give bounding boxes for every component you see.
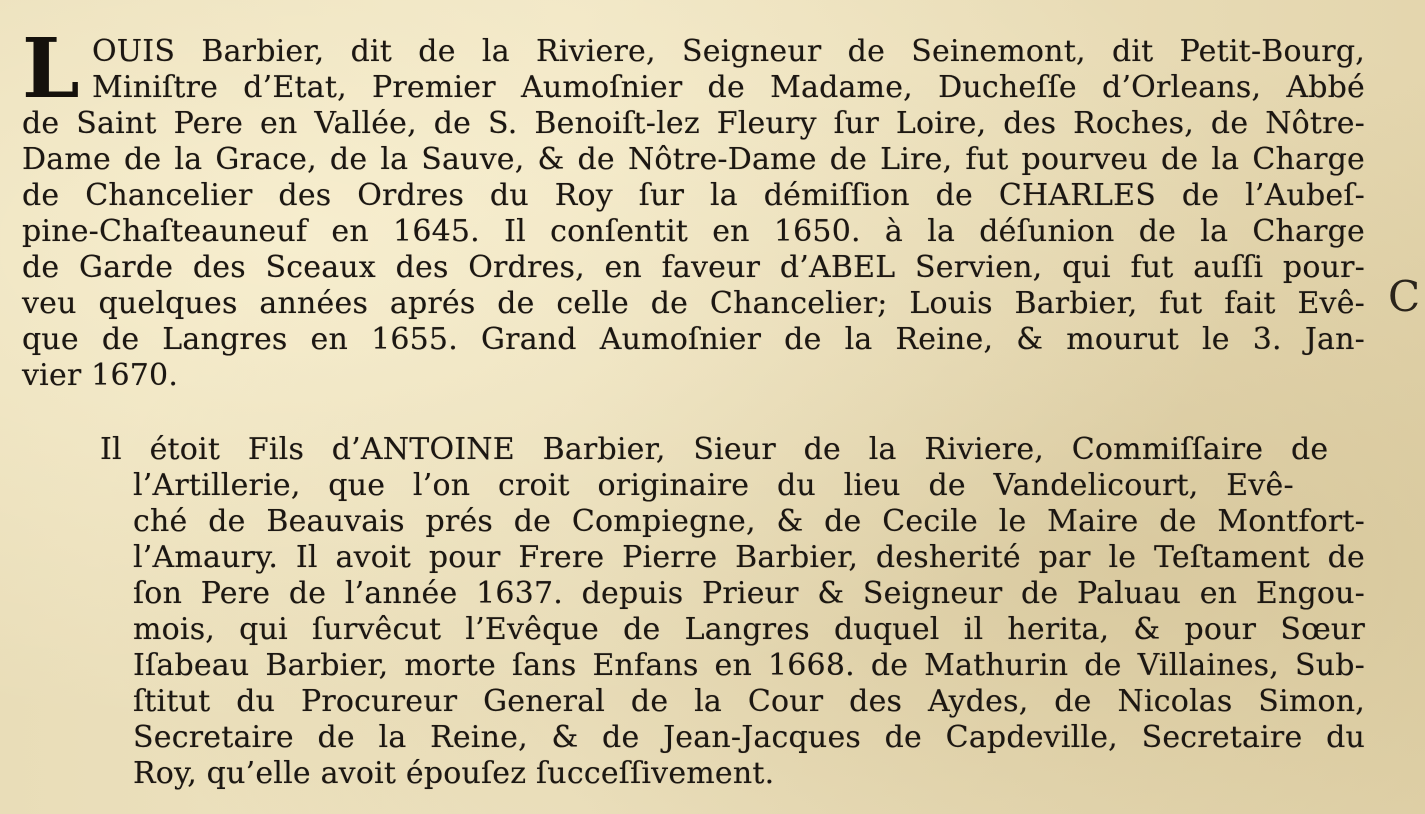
margin-mark: C <box>1388 272 1421 321</box>
text-line: Roy, qu’elle avoit épouſez ſucceſſivement. <box>133 756 775 791</box>
text-line: que de Langres en 1655. Grand Aumoſnier de la Reine, & mourut le 3. Jan- <box>22 322 1365 357</box>
text-line: de Saint Pere en Vallée, de S. Benoiſt-lez Fleury ſur Loire, des Roches, de Nôtre- <box>22 106 1365 141</box>
text-line: de Chancelier des Ordres du Roy ſur la démiſſion de CHARLES de l’Aubeſ- <box>22 178 1365 213</box>
text-line: l’Amaury. Il avoit pour Frere Pierre Barbier, desherité par le Teſtament de <box>133 540 1365 575</box>
text-line: l’Artillerie, que l’on croit originaire du lieu de Vandelicourt, Evê- <box>133 468 1294 503</box>
text-line: Iſabeau Barbier, morte ſans Enfans en 1668. de Mathurin de Villaines, Sub- <box>133 648 1365 683</box>
drop-cap: L <box>22 21 80 117</box>
text-line: Il étoit Fils d’ANTOINE Barbier, Sieur de la Riviere, Commiſſaire de <box>100 432 1329 467</box>
text-line: Secretaire de la Reine, & de Jean-Jacques de Capdeville, Secretaire du <box>133 720 1365 755</box>
text-line: Miniſtre d’Etat, Premier Aumoſnier de Madame, Ducheſſe d’Orleans, Abbé <box>92 70 1365 105</box>
text-line: ché de Beauvais prés de Compiegne, & de Cecile le Maire de Montfort- <box>133 504 1365 539</box>
text-line: de Garde des Sceaux des Ordres, en faveur d’ABEL Servien, qui fut auſſi pour- <box>22 250 1365 285</box>
text-line: ſon Pere de l’année 1637. depuis Prieur & Seigneur de Paluau en Engou- <box>133 576 1365 611</box>
text-line: pine-Chaſteauneuf en 1645. Il conſentit en 1650. à la déſunion de la Charge <box>22 214 1365 249</box>
text-line: Dame de la Grace, de la Sauve, & de Nôtre-Dame de Lire, fut pourveu de la Charge <box>22 142 1365 177</box>
text-line: ſtitut du Procureur General de la Cour des Aydes, de Nicolas Simon, <box>133 684 1365 719</box>
text-line: mois, qui ſurvêcut l’Evêque de Langres duquel il herita, & pour Sœur <box>133 612 1365 647</box>
text-line: OUIS Barbier, dit de la Riviere, Seigneur de Seinemont, dit Petit-Bourg, <box>92 34 1365 69</box>
text-line: veu quelques années aprés de celle de Chancelier; Louis Barbier, fut fait Evê- <box>22 286 1365 321</box>
text-line: vier 1670. <box>22 358 179 393</box>
